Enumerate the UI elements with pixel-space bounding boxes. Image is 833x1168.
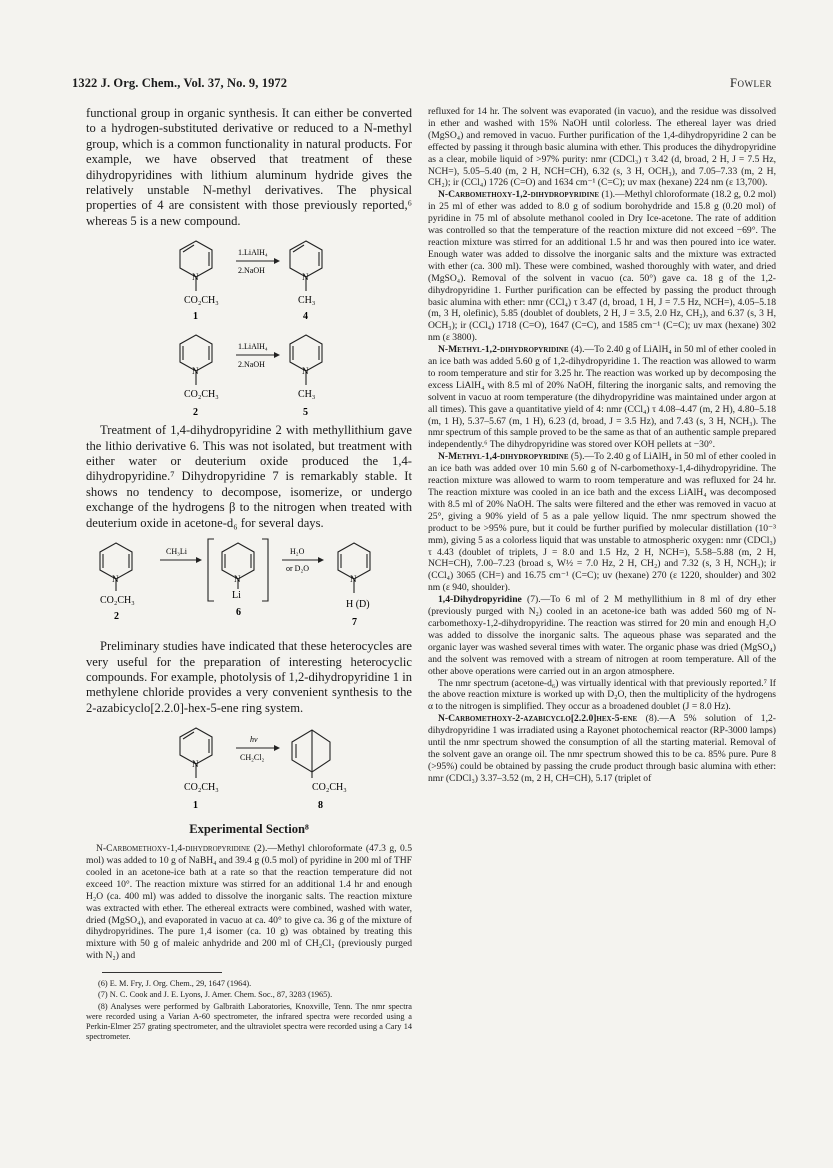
- compound-title: N-Methyl-1,2-dihydropyridine: [438, 344, 569, 356]
- substituent-left: CO₂CH₃: [184, 295, 219, 307]
- substituent-right: CH₃: [298, 389, 316, 401]
- nitrogen-label: N: [302, 366, 309, 377]
- page-header: [72, 76, 772, 94]
- compound-number: 6: [236, 607, 241, 619]
- substituent-2: Li: [232, 590, 241, 602]
- right-column: [428, 106, 776, 785]
- footnote: (8) Analyses were performed by Galbraith Laboratories, Knoxville, Tenn. The nmr spectra were recorded using a Varian A-60 spectrometer, the infrared spectra were recorded using a Perkin-Elmer 257 grating spectrometer, and the ultraviolet spectra were recorded using a Cary 14 spectrometer.: [86, 1001, 412, 1042]
- arrow-head: [274, 352, 280, 358]
- section-heading: Experimental Section⁸: [189, 822, 309, 837]
- reaction-diagram-1: [86, 233, 412, 323]
- compound-number: 7: [352, 617, 357, 629]
- paragraph: refluxed for 14 hr. The solvent was evaporated (in vacuo), and the residue was dissolved in ether and washed with 15% NaOH until colorless. The ethereal layer was dried (MgSO₄) and removed in vacuo. Further purification of the 1,4-dihydropyridine 2 can be effected by passing it through basic alumina with ether. This produces the dihydropyridine as a clear, mobile liquid of >97% purity: nmr (CDCl₃) τ 3.42 (d, broad, 2 H, J = 7.5 Hz, NCH=), 5.05–5.40 (m, 2 H, NCH=CH), 6.32 (s, 3 H, OCH₃), and 7.05–7.33 (m, 2 H, CH₂); ir (CCl₄) 1726 (C=O) and 1634 cm⁻¹ (C=C); uv max (hexane) 224 nm (ε 13,700).: [428, 106, 776, 189]
- substituent-1: CO₂CH₃: [100, 595, 135, 607]
- substituent-right: CH₃: [298, 295, 316, 307]
- scheme-2: [86, 327, 412, 419]
- reagent-bottom: CH₂Cl₂: [240, 753, 265, 763]
- experimental-paragraph: [428, 713, 776, 784]
- scheme-1: [86, 233, 412, 323]
- compound-number: 8: [318, 800, 323, 812]
- experimental-paragraph: [428, 344, 776, 451]
- nitrogen-label: N: [192, 366, 199, 377]
- svg-text:N: N: [350, 574, 357, 585]
- compound-number: 4: [303, 311, 308, 323]
- reagent-top: hν: [250, 735, 258, 745]
- reaction-diagram-3: [86, 535, 412, 635]
- compound-title: 1,4-Dihydropyridine: [438, 594, 522, 606]
- substituent-3: H (D): [346, 599, 370, 611]
- ring-2: [290, 241, 322, 291]
- experimental-paragraph: [428, 451, 776, 594]
- reagent-2-top: H₂O: [290, 547, 305, 557]
- compound-title: N-Methyl-1,4-dihydropyridine: [438, 451, 569, 463]
- ring-4: [290, 335, 322, 385]
- journal-citation: 1322 J. Org. Chem., Vol. 37, No. 9, 1972: [72, 76, 288, 90]
- compound-title: N-Carbomethoxy-1,2-dihydropyridine: [438, 189, 600, 201]
- paragraph-text: (5).—To 2.40 g of LiAlH₄ in 50 ml of ether cooled in an ice bath was added over 10 min 5.60 g of N-carbomethoxy-1,4-dihydropyridine. The reaction mixture was allowed to warm to room temperature and was refluxed for 24 hr. The reaction mixture was cooled in an ice bath and the excess LiAlH₄ was decomposed with 8.5 ml of 20% NaOH. The salts were filtered and the ether was removed in vacuo at 25°, giving a 90% yield of 5 as a pale yellow liquid. The nmr spectrum showed the product to be >95% pure, but it could be further purified by molecular distillation (10⁻³ mm), giving 5 as a colorless liquid that was unstable to atmospheric oxygen: nmr (CDCl₃) τ 4.43 (doublet of triplets, J = 8.0 and 1.5 Hz, 2 H, NCH=), 5.58–5.88 (m, 2 H, NCH=CH), 7.00–7.23 (broad s, W½ = 7.0 Hz, 2 H, CH₂) and 7.32 (s, 3 H, NCH₃); ir (CCl₄) 3065 (CH=) and 16.75 cm⁻¹ (C=C); uv (hexane) 270 (ε 1220, shoulder) and 302 nm (ε 940, shoulder).: [428, 451, 776, 594]
- compound-number: 2: [114, 611, 119, 623]
- ring-1: [180, 241, 212, 291]
- compound-title: N-Carbomethoxy-2-azabicyclo[2.2.0]hex-5-ene: [438, 713, 638, 725]
- compound-number: 1: [193, 311, 198, 323]
- scheme-4: [86, 720, 412, 816]
- substituent-left: CO₂CH₃: [184, 389, 219, 401]
- reaction-diagram-2: [86, 327, 412, 419]
- ring-3: [180, 335, 212, 385]
- paragraph-text: (1).—Methyl chloroformate (18.2 g, 0.2 mol) in 25 ml of ether was added to 8.0 g of sodium borohydride and 15.8 g (0.20 mol) of pyridine in 75 ml of absolute methanol cooled in Dry Ice-acetone. The rate of addition was controlled so that the temperature of the reaction mixture did not exceed −69°. The reaction mixture was stirred for an additional 1.5 hr and was then poured into ice water. Enough water was added to dissolve the inorganic salts and the mixture was extracted with ether (ca. 300 ml). These were combined, washed thoroughly with water, and dried (MgSO₄). Removal of the solvent in vacuo (ca. 50°) gave ca. 18 g of the 1,2-dihydropyridine 1. Further purification can be effected by passing the product through basic alumina with ether: nmr (CCl₄) τ 3.47 (d, broad, 1 H, J = 7.5 Hz, NCH=), 4.05–5.18 (m, 3 H, olefinic), 5.85 (doublet of doublets, 2 H, J = 3.5, 2.0 Hz, CH₂), and 6.37 (s, 3 H, OCH₃); ir (CCl₄) 1718 (C=O), 1647 (C=C), and 1585 cm⁻¹ (C=C); uv max (hexane) 302 nm (ε 3800).: [428, 189, 776, 344]
- substituent-right: CO₂CH₃: [312, 782, 347, 794]
- experimental-paragraph: [428, 189, 776, 344]
- footnote: (6) E. M. Fry, J. Org. Chem., 29, 1647 (1964).: [98, 979, 252, 989]
- compound-title: N-Carbomethoxy-1,4-dihydropyridine: [96, 843, 251, 855]
- paragraph-text: (2).—Methyl chloroformate (47.3 g, 0.5 mol) was added to 10 g of NaBH₄ and 39.4 g (0.5 mol) of pyridine in 200 ml of THF cooled in an acetone-ice bath at a rate so that the reaction temperature did not exceed 10°. The reaction mixture was stirred for an additional 1.4 hr and enough H₂O (ca. 400 ml) was added to dissolve the inorganic salts. The reaction mixture was extracted with ether. The ethereal extracts were combined, washed with water, dried (MgSO₄), and evaporated in vacuo at ca. 40° to give ca. 36 g of the mixture of dihydropyridines. The pure 1,4 isomer (ca. 10 g) was obtained by treating this mixture with 50 g of maleic anhydride and 200 ml of CH₂Cl₂ (previously purged with N₂) and: [86, 843, 412, 962]
- paragraph: The nmr spectrum (acetone-d₆) was virtually identical with that previously reported.⁷ If the above reaction mixture is worked up with D₂O, then the multiplicity of the hydrogens α to the nitrogen is simplified. They occur as a broadened doublet (J = 8.0 Hz).: [428, 677, 776, 713]
- reagent-bottom: 2.NaOH: [238, 360, 265, 370]
- nitrogen-label: N: [192, 272, 199, 283]
- arrow-head: [274, 258, 280, 264]
- compound-number: 1: [193, 800, 198, 812]
- paragraph-text: (4).—To 2.40 g of LiAlH₄ in 50 ml of ether cooled in an ice bath was added 5.60 g of 1,2-dihydropyridine 1. The reaction was allowed to warm to room temperature and stir for 3.25 hr. The reaction was worked up by decomposing the excess LiAlH₄ with 8.5 ml of 20% NaOH, filtering the inorganic salts, and removing the solvent in vacuo at room temperature (the dihydropyridine was maintained under argon at all times). This gave a quantitative yield of 4: nmr (CCl₄) τ 4.08–4.47 (m, 2 H), 4.80–5.18 (m, 1 H), 5.37–5.67 (m, 1 H), 6.23 (d, broad, J = 3.5 Hz), and 7.43 (s, 3 H, NCH₃). The nmr spectrum of this sample proved to be the same as that of an authentic sample prepared independently.⁶ The dihydropyridine was stored over KOH pellets at −30°.: [428, 344, 776, 451]
- experimental-paragraph: [428, 594, 776, 677]
- compound-number: 5: [303, 407, 308, 419]
- paragraph: functional group in organic synthesis. It can either be converted to a hydrogen-substituted derivative or reduced to a N-methyl group, which is a common functionality in natural products. For example, we have observed that treatment of these dihydropyridines with lithium aluminum hydride gives the relatively unstable N-methyl derivatives. The physical properties of 4 are consistent with those previously reported,⁶ whereas 5 is a new compound.: [86, 106, 412, 228]
- reagent-1: CH₃Li: [166, 547, 188, 557]
- reaction-diagram-4: [86, 720, 412, 816]
- reagent-bottom: 2.NaOH: [238, 266, 265, 276]
- paragraph: Preliminary studies have indicated that these heterocycles are very useful for the preparation of interesting heterocyclic compounds. For example, photolysis of 1,2-dihydropyridine 1 in methylene chloride provides a very convenient synthesis to the 2-azabicyclo[2.2.0]-hex-5-ene ring system.: [86, 639, 413, 715]
- footnote: (7) N. C. Cook and J. E. Lyons, J. Amer. Chem. Soc., 87, 3283 (1965).: [98, 990, 333, 1000]
- paragraph-text: (7).—To 6 ml of 2 M methyllithium in 8 ml of dry ether (previously purged with N₂) cooled in an acetone-ice bath was added 560 mg of N-carbomethoxy-1,2-dihydropyridine. The reaction was stirred for 20 min and enough H₂O was added to dissolve the inorganic salts. The aqueous phase was separated and the organic layer was washed several times with water. The organic phase was dried (MgSO₄) and the solvent was removed with a stream of nitrogen at room temperature. All of the other above operations were carried out in an argon atmosphere.: [428, 594, 776, 677]
- nitrogen-label: N: [112, 574, 119, 585]
- experimental-paragraph: [86, 843, 412, 962]
- reagent-top: 1.LiAlH₄: [238, 248, 268, 258]
- svg-text:N: N: [234, 574, 241, 585]
- reagent-2-bottom: or D₂O: [286, 564, 310, 574]
- nitrogen-label: N: [302, 272, 309, 283]
- paragraph-text: (8).—A 5% solution of 1,2-dihydropyridine 1 was irradiated using a Rayonet photochemical reactor (RP-3000 lamps) until the nmr spectrum showed the consumption of all the starting material. Removal of the solvent gave an orange oil. The nmr spectrum showed this to be ca. 85% pure. Pure 8 (>95%) could be obtained by passing the crude product through basic alumina with ether: nmr (CDCl₃) 3.37–3.52 (m, 2 H, CH=CH), 5.17 (triplet of: [428, 713, 776, 784]
- reagent-top: 1.LiAlH₄: [238, 342, 268, 352]
- footnote-divider: [102, 972, 222, 973]
- left-column: [86, 106, 412, 1043]
- nitrogen-label: N: [192, 759, 199, 770]
- scheme-3: [86, 535, 412, 635]
- paragraph: Treatment of 1,4-dihydropyridine 2 with methyllithium gave the lithio derivative 6. This was not isolated, but treatment with either water or deuterium oxide produced the 1,4-dihydropyridine.⁷ Dihydropyridine 7 is remarkably stable. It shows no tendency to decompose, isomerize, or undergo exchange of the hydrogens β to the nitrogen when treated with deuterium oxide in acetone-d₆ for several days.: [86, 423, 412, 530]
- compound-number: 2: [193, 407, 198, 419]
- author-name: Fowler: [730, 76, 772, 90]
- substituent-left: CO₂CH₃: [184, 782, 219, 794]
- bicyclic-ring: [292, 730, 330, 778]
